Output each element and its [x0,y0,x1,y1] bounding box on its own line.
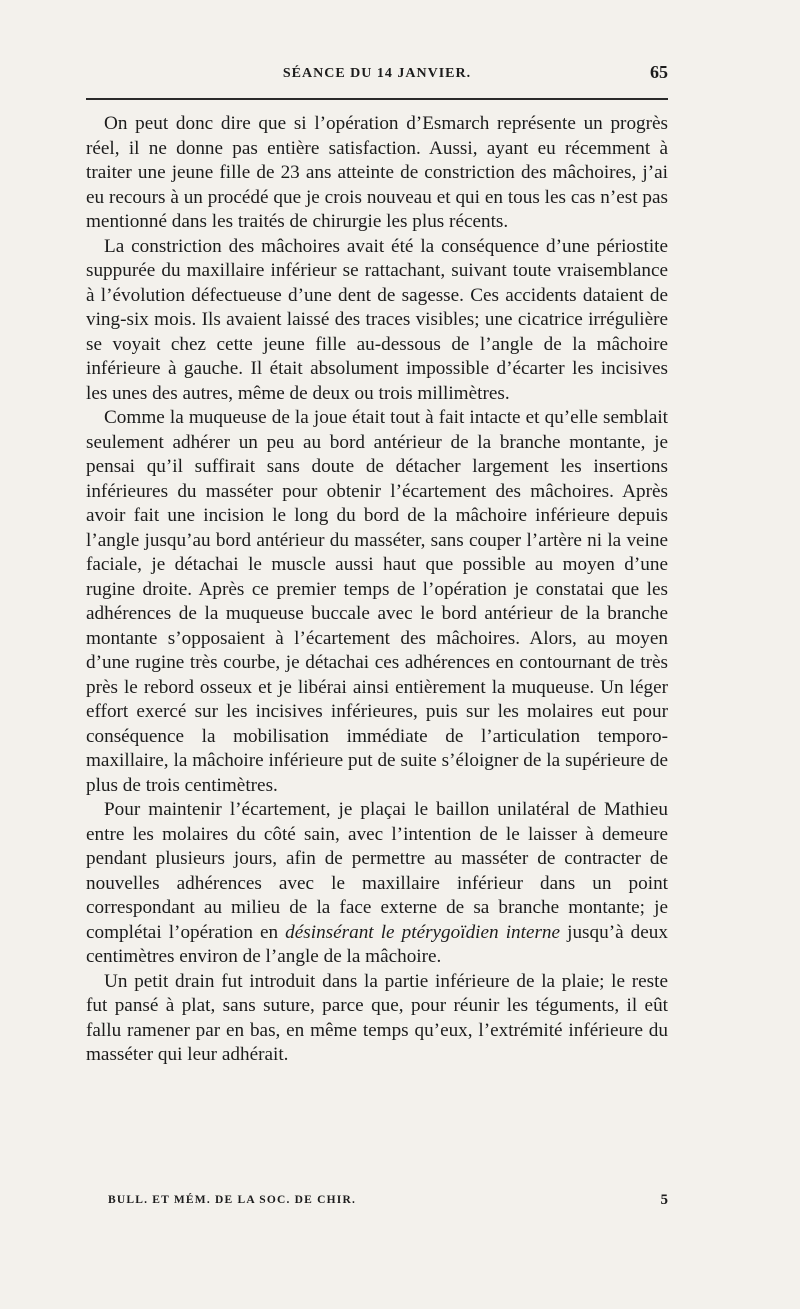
paragraph-text: On peut donc dire que si l’opération d’Esmarch représente un progrès réel, il ne donne pas entière satisfaction. Aussi, ayant eu récemment à traiter une jeune fille de 23 ans atteinte de constriction des mâchoires, j’ai eu recours à un procédé que je crois nouveau et qui en tous les cas n’est pas mentionné dans les traités de chirurgie les plus récents. [86,113,668,232]
paragraph-text: jusqu’à deux centimètres environ de l’angle de la mâchoire. [86,921,668,967]
footer-signature-mark: 5 [660,1192,668,1208]
page-number: 65 [650,62,668,82]
running-head [86,62,668,88]
paragraph [86,406,668,798]
paragraph-text: Pour maintenir l’écartement, je plaçai le baillon unilatéral de Mathieu entre les molaires du côté sain, avec l’intention de le laisser à demeure pendant plusieurs jours, afin de permettre au masséter de contracter de nouvelles adhérences avec le maxillaire inférieur dans un point correspondant au milieu de la face externe de sa branche montante; je complétai l’opération en [86,799,668,943]
paragraph-text: La constriction des mâchoires avait été la conséquence d’une périostite suppurée du maxillaire inférieur se rattachant, suivant toute vraisemblance à l’évolution défectueuse d’une dent de sagesse. Ces accidents dataient de ving-six mois. Ils avaient laissé des traces visibles; une cicatrice irrégulière se voyait chez cette jeune fille au-dessous de l’angle de la mâchoire inférieure à gauche. Il était absolument impossible d’écarter les incisives les unes des autres, même de deux ou trois millimètres. [86,235,668,404]
italic-phrase: désinsérant le ptérygoïdien interne [285,921,561,943]
running-title: SÉANCE DU 14 JANVIER. [282,66,472,81]
page-footer [86,1192,668,1212]
paragraph [86,970,668,1068]
paragraph [86,112,668,235]
paragraph-text: Un petit drain fut introduit dans la partie inférieure de la plaie; le reste fut pansé à plat, sans suture, parce que, pour réunir les téguments, il eût fallu ramener par en bas, en même temps qu’eux, l’extrémité inférieure du masséter qui leur adhérait. [86,970,668,1065]
body-text [86,112,668,1068]
paragraph [86,235,668,407]
header-rule [86,98,668,100]
paragraph [86,798,668,970]
paragraph-text: Comme la muqueuse de la joue était tout à fait intacte et qu’elle semblait seulement adhérer un peu au bord antérieur de la branche montante, je pensai qu’il suffirait sans doute de détacher largement les insertions inférieures du masséter pour obtenir l’écartement des mâchoires. Après avoir fait une incision le long du bord de la mâchoire inférieure depuis l’angle jusqu’au bord antérieur du masséter, sans couper l’artère ni la veine faciale, je détachai le muscle aussi haut que possible au moyen d’une rugine droite. Après ce premier temps de l’opération je constatai que les adhérences de la muqueuse buccale avec le bord antérieur de la branche montante s’opposaient à l’écartement des mâchoires. Alors, au moyen d’une rugine très courbe, je détachai ces adhérences en contournant de très près le rebord osseux et je libérai ainsi entièrement la muqueuse. Un léger effort exercé sur les incisives inférieures, puis sur les molaires eut pour conséquence la mobilisation immédiate de l’articulation temporo-maxillaire, la mâchoire inférieure put de suite s’éloigner de la supérieure de plus de trois centimètres. [86,407,668,796]
footer-journal-title: BULL. ET MÉM. DE LA SOC. DE CHIR. [108,1194,357,1206]
